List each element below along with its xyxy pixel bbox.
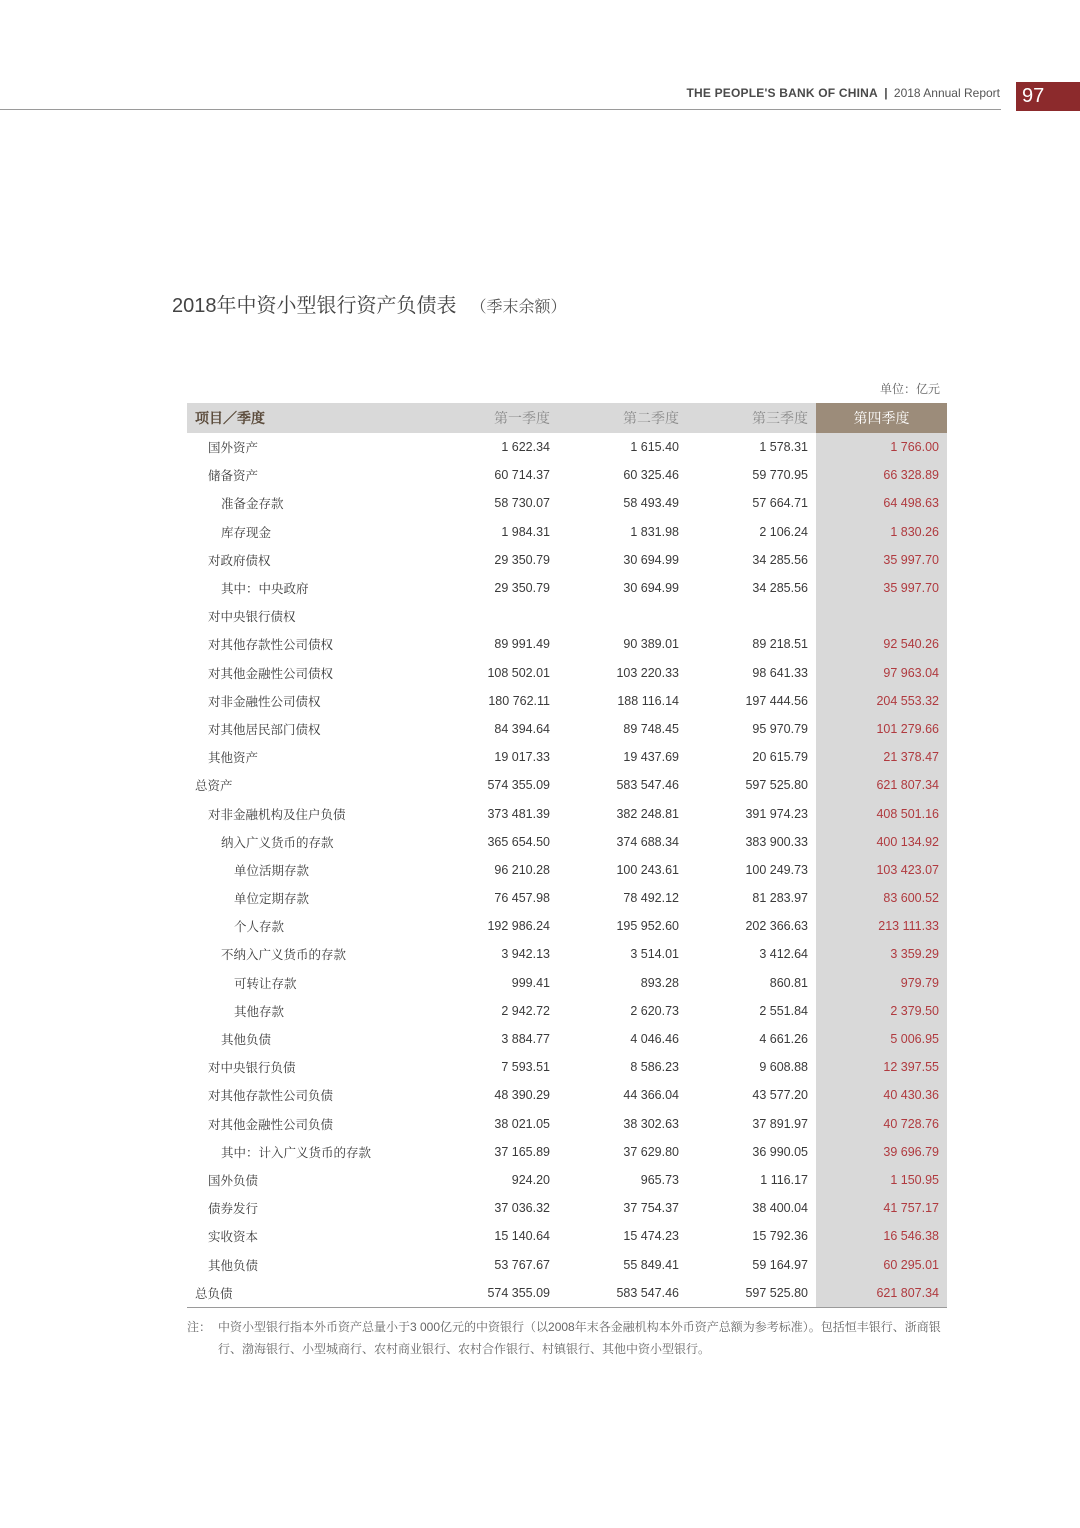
footnote [187,1316,953,1360]
value-q3: 860.81 [769,975,808,990]
table-row [187,518,947,546]
row-label: 其他资产 [208,751,259,766]
value-q3: 9 608.88 [759,1060,808,1075]
value-q1: 37 036.32 [494,1201,550,1216]
value-q1: 373 481.39 [487,806,550,821]
row-label: 债券发行 [208,1202,259,1217]
value-q4: 21 378.47 [816,743,947,771]
value-q1: 84 394.64 [494,721,550,736]
value-q3 [687,602,816,630]
value-q1: 574 355.09 [433,1279,558,1308]
table-row [187,1222,947,1250]
value-q2: 2 620.73 [630,1003,679,1018]
value-q3: 15 792.36 [752,1229,808,1244]
value-q1: 108 502.01 [487,665,550,680]
value-q3: 391 974.23 [745,806,808,821]
value-q2: 374 688.34 [616,834,679,849]
value-q4: 40 728.76 [816,1110,947,1138]
report-name: 2018 Annual Report [893,86,1000,100]
value-q4: 16 546.38 [816,1222,947,1250]
value-q3: 1 578.31 [759,440,808,455]
table-row [187,1053,947,1081]
value-q4: 3 359.29 [816,940,947,968]
value-q2: 30 694.99 [623,552,679,567]
table-row [187,433,947,461]
value-q1: 999.41 [511,975,550,990]
value-q1: 89 991.49 [494,637,550,652]
value-q2: 103 220.33 [616,665,679,680]
value-q1: 60 714.37 [494,468,550,483]
footnote-mark: 注： [187,1320,212,1334]
row-label: 储备资产 [208,469,259,484]
value-q1: 7 593.51 [501,1060,550,1075]
value-q2: 1 831.98 [630,524,679,539]
table-row [187,602,947,630]
value-q4: 979.79 [816,969,947,997]
value-q1: 29 350.79 [494,552,550,567]
table-row [187,1025,947,1053]
table-row [187,659,947,687]
value-q1: 365 654.50 [487,834,550,849]
value-q2: 3 514.01 [630,947,679,962]
row-label: 个人存款 [234,920,285,935]
value-q1: 58 730.07 [494,496,550,511]
row-label: 国外资产 [208,441,259,456]
row-label: 对中央银行债权 [208,610,296,625]
value-q4: 1 830.26 [816,518,947,546]
row-label: 可转让存款 [234,976,297,991]
value-q3: 37 891.97 [752,1116,808,1131]
value-q4: 64 498.63 [816,489,947,517]
value-q2: 19 437.69 [623,750,679,765]
value-q3: 2 106.24 [759,524,808,539]
value-q3: 197 444.56 [745,693,808,708]
value-q3: 59 164.97 [752,1257,808,1272]
value-q4: 5 006.95 [816,1025,947,1053]
value-q2: 382 248.81 [616,806,679,821]
value-q2: 78 492.12 [623,891,679,906]
value-q2: 58 493.49 [623,496,679,511]
table-row [187,828,947,856]
value-q3: 38 400.04 [752,1201,808,1216]
value-q3: 100 249.73 [745,862,808,877]
row-label: 其中：中央政府 [221,582,309,597]
value-q4: 1 766.00 [816,433,947,461]
value-q3: 59 770.95 [752,468,808,483]
value-q3: 597 525.80 [687,1279,816,1308]
value-q4: 213 111.33 [816,912,947,940]
row-label: 对非金融性公司债权 [208,694,321,709]
row-label: 对中央银行负债 [208,1061,296,1076]
value-q2: 38 302.63 [623,1116,679,1131]
value-q2: 965.73 [640,1172,679,1187]
row-label: 国外负债 [208,1173,259,1188]
table-row [187,1166,947,1194]
value-q1: 1 984.31 [501,524,550,539]
row-label: 对其他金融性公司债权 [208,666,334,681]
row-label: 总资产 [195,779,233,794]
row-label: 其他负债 [221,1033,272,1048]
row-label: 单位定期存款 [234,892,310,907]
value-q4: 66 328.89 [816,461,947,489]
value-q2: 90 389.01 [623,637,679,652]
row-label: 其他负债 [208,1258,259,1273]
row-label: 纳入广义货币的存款 [221,835,334,850]
value-q4: 1 150.95 [816,1166,947,1194]
header-separator: | [884,86,888,100]
value-q1: 3 884.77 [501,1032,550,1047]
value-q4: 97 963.04 [816,659,947,687]
row-label: 准备金存款 [221,497,284,512]
value-q3: 81 283.97 [752,891,808,906]
table-row [187,1081,947,1109]
table-row [187,630,947,658]
value-q3: 3 412.64 [759,947,808,962]
value-q2: 583 547.46 [616,778,679,793]
table-body [187,433,947,1307]
table-row [187,1250,947,1278]
row-label: 对政府债权 [208,553,271,568]
value-q4: 40 430.36 [816,1081,947,1109]
value-q3: 34 285.56 [752,552,808,567]
row-label: 对其他存款性公司负债 [208,1089,334,1104]
value-q4: 408 501.16 [816,799,947,827]
value-q2: 37 629.80 [623,1144,679,1159]
value-q4: 35 997.70 [816,546,947,574]
value-q3: 202 366.63 [745,919,808,934]
value-q4: 12 397.55 [816,1053,947,1081]
value-q3: 36 990.05 [752,1144,808,1159]
table-row [187,546,947,574]
value-q3: 383 900.33 [745,834,808,849]
value-q4: 39 696.79 [816,1138,947,1166]
value-q3: 57 664.71 [752,496,808,511]
value-q1: 48 390.29 [494,1088,550,1103]
value-q2: 4 046.46 [630,1032,679,1047]
table-row [187,771,947,799]
value-q4: 35 997.70 [816,574,947,602]
value-q4: 400 134.92 [816,828,947,856]
page-number: 97 [1016,82,1080,111]
row-label: 其中：计入广义货币的存款 [221,1145,372,1160]
value-q2: 893.28 [640,975,679,990]
value-q2: 44 366.04 [623,1088,679,1103]
running-header [686,86,1000,100]
row-label: 对其他居民部门债权 [208,722,321,737]
value-q2: 30 694.99 [623,581,679,596]
table-row [187,489,947,517]
value-q1: 19 017.33 [494,750,550,765]
header-q4: 第四季度 [816,403,947,433]
table-header-row [187,403,947,433]
value-q1: 15 140.64 [494,1229,550,1244]
value-q1: 76 457.98 [494,891,550,906]
row-label: 总负债 [187,1279,433,1308]
value-q3: 597 525.80 [745,778,808,793]
value-q4: 60 295.01 [816,1250,947,1278]
value-q3: 4 661.26 [759,1032,808,1047]
value-q2: 583 547.46 [558,1279,687,1308]
header-q3: 第三季度 [687,403,816,433]
value-q3: 89 218.51 [752,637,808,652]
value-q3: 95 970.79 [752,721,808,736]
footnote-text: 中资小型银行指本外币资产总量小于3 000亿元的中资银行（以2008年末各金融机构本外币资产总额为参考标准）。包括恒丰银行、浙商银行、渤海银行、小型城商行、农村商业银行、农村合作银行、村镇银行、其他中资小型银行。 [218,1320,941,1356]
table-row [187,912,947,940]
header-q1: 第一季度 [433,403,558,433]
table-row [187,1194,947,1222]
value-q1: 3 942.13 [501,947,550,962]
value-q1: 192 986.24 [487,919,550,934]
value-q1: 53 767.67 [494,1257,550,1272]
value-q4: 621 807.34 [816,1279,947,1308]
table-row [187,940,947,968]
value-q4 [816,602,947,630]
header-q2: 第二季度 [558,403,687,433]
row-label: 对其他金融性公司负债 [208,1117,334,1132]
value-q2: 100 243.61 [616,862,679,877]
table-title [172,289,567,318]
table-row [187,856,947,884]
value-q4: 101 279.66 [816,715,947,743]
table-row [187,997,947,1025]
value-q4: 621 807.34 [816,771,947,799]
title-subtitle: （季末余额） [470,299,567,316]
table-row [187,799,947,827]
row-label: 实收资本 [208,1230,259,1245]
value-q3: 34 285.56 [752,581,808,596]
table-row [187,743,947,771]
value-q3: 2 551.84 [759,1003,808,1018]
header-rule [0,109,1001,110]
value-q2: 37 754.37 [623,1201,679,1216]
value-q3: 98 641.33 [752,665,808,680]
table-row [187,715,947,743]
unit-label: 单位：亿元 [879,382,940,396]
value-q2: 1 615.40 [630,440,679,455]
table-row [187,1138,947,1166]
value-q3: 20 615.79 [752,750,808,765]
value-q1: 37 165.89 [494,1144,550,1159]
table-row [187,574,947,602]
balance-sheet-table [187,403,947,1308]
row-label: 对非金融机构及住户负债 [208,807,346,822]
value-q1: 38 021.05 [494,1116,550,1131]
table-row [187,687,947,715]
value-q2: 195 952.60 [616,919,679,934]
value-q1: 2 942.72 [501,1003,550,1018]
value-q2: 89 748.45 [623,721,679,736]
value-q1: 924.20 [511,1172,550,1187]
value-q2: 8 586.23 [630,1060,679,1075]
value-q1 [433,602,558,630]
value-q2: 15 474.23 [623,1229,679,1244]
table-row [187,969,947,997]
row-label: 不纳入广义货币的存款 [221,948,347,963]
table-row [187,1110,947,1138]
value-q4: 83 600.52 [816,884,947,912]
value-q4: 103 423.07 [816,856,947,884]
value-q1: 574 355.09 [487,778,550,793]
row-label: 库存现金 [221,525,272,540]
value-q4: 2 379.50 [816,997,947,1025]
value-q2: 60 325.46 [623,468,679,483]
table-row [187,884,947,912]
row-label: 其他存款 [234,1004,285,1019]
header-item: 项目／季度 [187,403,433,433]
row-label: 对其他存款性公司债权 [208,638,334,653]
value-q1: 29 350.79 [494,581,550,596]
value-q3: 43 577.20 [752,1088,808,1103]
value-q4: 204 553.32 [816,687,947,715]
table-row [187,461,947,489]
value-q2 [558,602,687,630]
row-label: 单位活期存款 [234,863,310,878]
value-q1: 1 622.34 [501,440,550,455]
value-q1: 180 762.11 [488,693,550,708]
value-q4: 41 757.17 [816,1194,947,1222]
table-row [187,1279,947,1308]
title-text: 2018年中资小型银行资产负债表 [172,295,457,317]
value-q4: 92 540.26 [816,630,947,658]
value-q1: 96 210.28 [494,862,550,877]
publisher-name: THE PEOPLE'S BANK OF CHINA [686,86,878,100]
value-q2: 188 116.14 [617,693,679,708]
value-q2: 55 849.41 [623,1257,679,1272]
value-q3: 1 116.17 [760,1172,808,1187]
